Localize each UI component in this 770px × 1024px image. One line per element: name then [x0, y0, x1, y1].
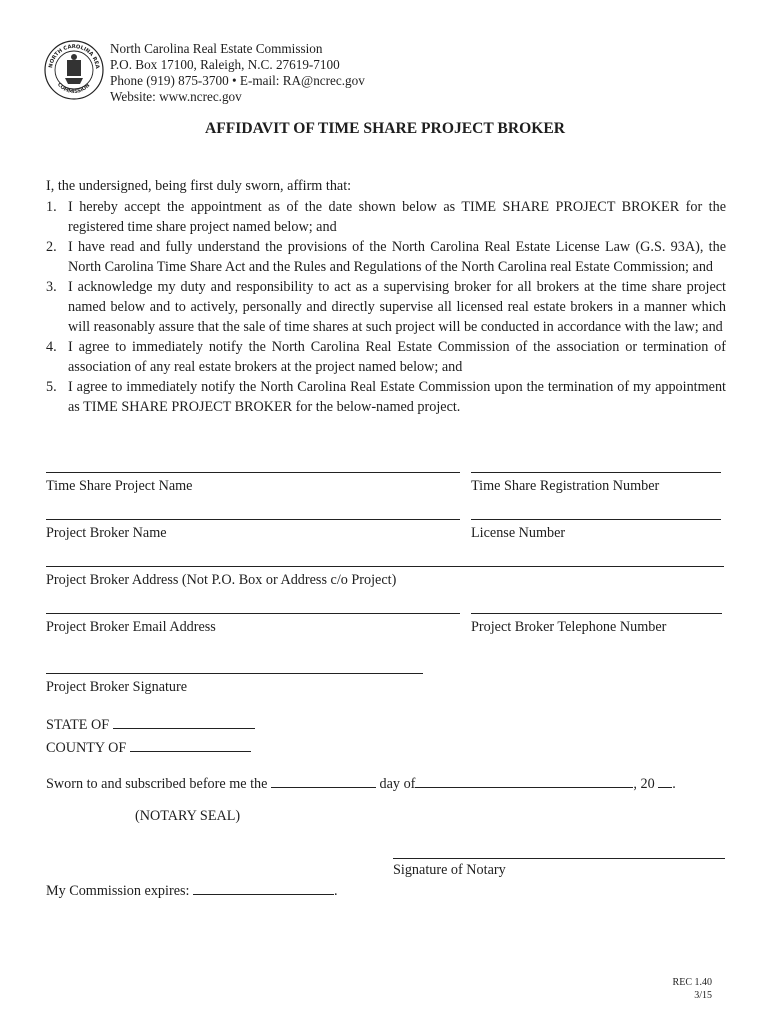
affirmation-item	[46, 337, 726, 377]
sworn-prefix: Sworn to and subscribed before me the	[46, 776, 268, 792]
org-name: North Carolina Real Estate Commission	[110, 41, 323, 56]
form-date: 3/15	[694, 990, 712, 1001]
org-address: P.O. Box 17100, Raleigh, N.C. 27619-7100	[110, 57, 340, 72]
sworn-month-field[interactable]	[415, 773, 633, 788]
broker-name-field[interactable]	[46, 519, 460, 520]
project-name-label: Time Share Project Name	[46, 478, 193, 494]
affirmation-item	[46, 237, 726, 277]
county-field[interactable]	[130, 737, 251, 752]
broker-email-label: Project Broker Email Address	[46, 619, 216, 635]
svg-text:NORTH CAROLINA REAL ESTATE: NORTH CAROLINA REA	[48, 43, 101, 70]
org-contact: Phone (919) 875-3700 • E-mail: RA@ncrec.gov	[110, 73, 365, 88]
item-text: I agree to immediately notify the North Carolina Real Estate Commission of the association or termination of association of any real estate brokers at the project named below; and	[68, 339, 726, 375]
sworn-year-label: , 20	[633, 776, 655, 792]
letterhead	[110, 41, 365, 105]
item-number: 4.	[46, 339, 57, 355]
license-number-field[interactable]	[471, 519, 721, 520]
affirmation-list	[46, 197, 726, 417]
license-number-label: License Number	[471, 525, 566, 541]
commission-period: .	[334, 883, 338, 899]
county-line	[46, 737, 251, 757]
form-id: REC 1.40	[672, 977, 712, 988]
state-label: STATE OF	[46, 717, 110, 733]
county-label: COUNTY OF	[46, 740, 127, 756]
item-number: 3.	[46, 279, 57, 295]
broker-name-label: Project Broker Name	[46, 525, 167, 541]
state-field[interactable]	[113, 714, 255, 729]
affirmation-item	[46, 277, 726, 337]
notary-seal-label: (NOTARY SEAL)	[135, 808, 241, 824]
commission-expires-line	[46, 880, 338, 900]
commission-expires-label: My Commission expires:	[46, 883, 190, 899]
broker-signature-field[interactable]	[46, 673, 423, 674]
sworn-year-field[interactable]	[658, 773, 672, 788]
item-text: I agree to immediately notify the North Carolina Real Estate Commission upon the termination of my appointment as TIME SHARE PROJECT BROKER for the below-named project.	[68, 379, 726, 415]
item-number: 2.	[46, 239, 57, 255]
affirmation-item	[46, 197, 726, 237]
affirmation-item	[46, 377, 726, 417]
intro-statement: I, the undersigned, being first duly sworn, affirm that:	[46, 178, 352, 194]
registration-number-label: Time Share Registration Number	[471, 478, 660, 494]
state-line	[46, 714, 255, 734]
sworn-day-label: day of	[379, 776, 416, 792]
sworn-date-field[interactable]	[271, 773, 376, 788]
broker-signature-label: Project Broker Signature	[46, 679, 188, 695]
commission-expires-field[interactable]	[193, 880, 334, 895]
broker-address-label: Project Broker Address (Not P.O. Box or Address c/o Project)	[46, 572, 397, 588]
broker-email-field[interactable]	[46, 613, 460, 614]
sworn-period: .	[672, 776, 676, 792]
item-number: 5.	[46, 379, 57, 395]
broker-phone-label: Project Broker Telephone Number	[471, 619, 667, 635]
item-text: I acknowledge my duty and responsibility to act as a supervising broker for all brokers at the time share project named below and to actively, personally and directly supervise all licensed real estate brokers in a manner which will reasonably assure that the sale of time shares at such project will be conducted in accordance with the law; and	[68, 279, 726, 335]
form-title: AFFIDAVIT OF TIME SHARE PROJECT BROKER	[204, 120, 566, 137]
project-name-field[interactable]	[46, 472, 460, 473]
svg-text:COMMISSION: COMMISSION	[55, 81, 92, 96]
commission-seal-logo	[44, 40, 104, 100]
broker-phone-field[interactable]	[471, 613, 722, 614]
broker-address-field[interactable]	[46, 566, 724, 567]
item-text: I hereby accept the appointment as of the date shown below as TIME SHARE PROJECT BROKER for the registered time share project named below; and	[68, 199, 726, 235]
sworn-line	[46, 773, 676, 793]
notary-signature-field[interactable]	[393, 858, 725, 859]
org-website: Website: www.ncrec.gov	[110, 89, 242, 104]
item-text: I have read and fully understand the provisions of the North Carolina Real Estate License Law (G.S. 93A), the North Carolina Time Share Act and the Rules and Regulations of the North Carolina real Estate Commission; and	[68, 239, 726, 275]
form-footer	[673, 976, 712, 1002]
registration-number-field[interactable]	[471, 472, 721, 473]
item-number: 1.	[46, 199, 57, 215]
notary-signature-label: Signature of Notary	[393, 862, 506, 878]
